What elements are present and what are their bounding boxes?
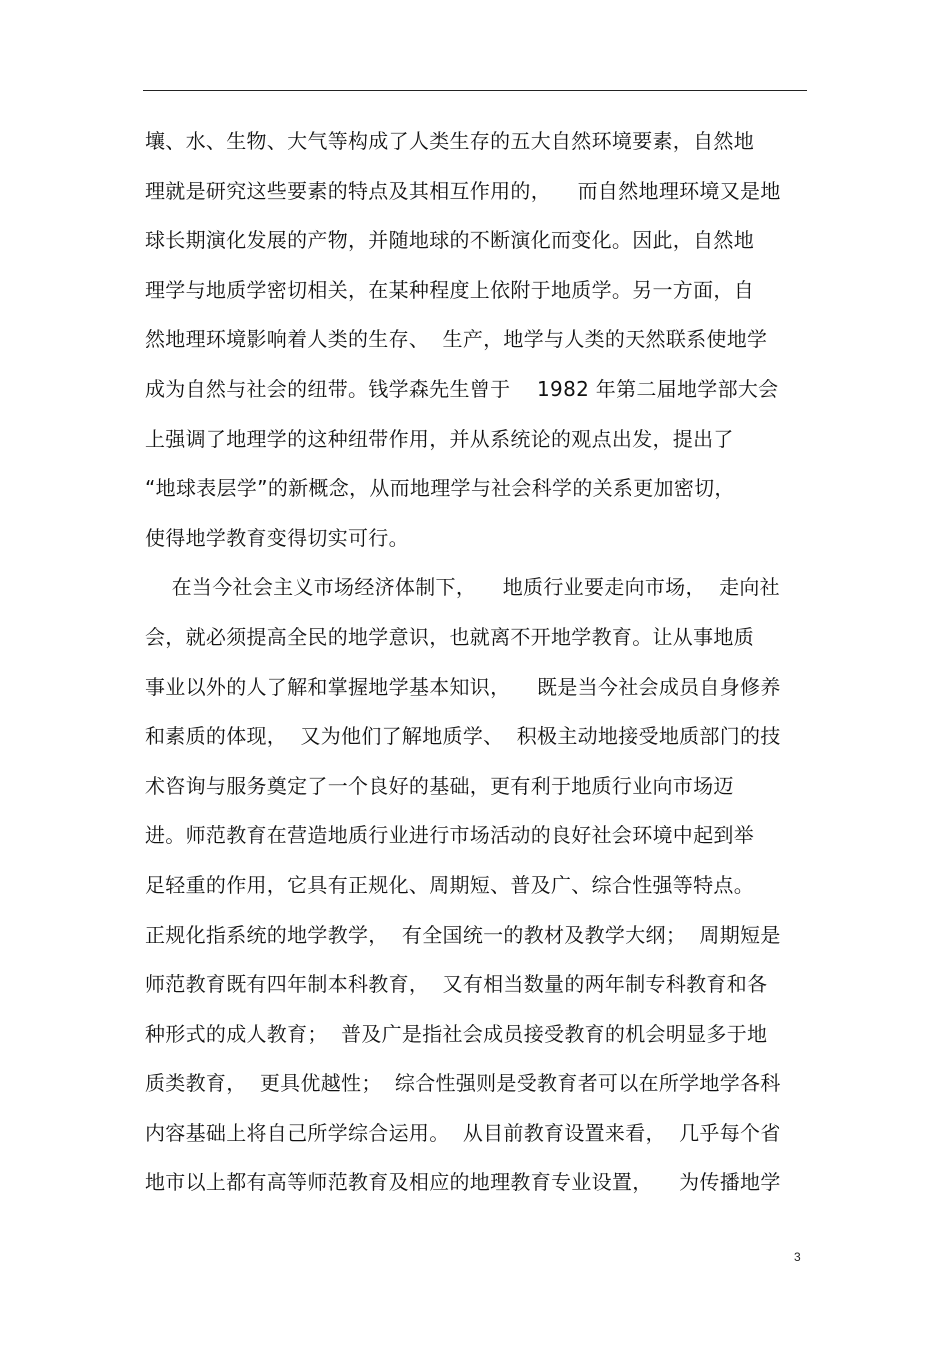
text-line: 质类教育， 更具优越性； 综合性强则是受教育者可以在所学地学各科 xyxy=(145,1071,781,1096)
body-text xyxy=(145,122,810,1213)
text-line: 内容基础上将自己所学综合运用。 从目前教育设置来看， 几乎每个省 xyxy=(145,1120,781,1145)
text-line: 在当今社会主义市场经济体制下， 地质行业要走向市场， 走向社 xyxy=(145,575,780,600)
text-line: 进。师范教育在营造地质行业进行市场活动的良好社会环境中起到举 xyxy=(145,823,754,848)
text-line: 然地理环境影响着人类的生存、 生产，地学与人类的天然联系使地学 xyxy=(145,327,768,352)
text-line: 和素质的体现， 又为他们了解地质学、 积极主动地接受地质部门的技 xyxy=(145,724,781,749)
text-line: 种形式的成人教育； 普及广是指社会成员接受教育的机会明显多于地 xyxy=(145,1021,768,1046)
text-line: 术咨询与服务奠定了一个良好的基础，更有利于地质行业向市场迈 xyxy=(145,773,734,798)
text-line: 使得地学教育变得切实可行。 xyxy=(145,525,409,550)
text-line: 足轻重的作用，它具有正规化、周期短、普及广、综合性强等特点。 xyxy=(145,872,754,897)
text-line: 地市以上都有高等师范教育及相应的地理教育专业设置， 为传播地学 xyxy=(145,1170,781,1195)
text-line: 壤、水、生物、大气等构成了人类生存的五大自然环境要素，自然地 xyxy=(145,129,754,153)
header-rule xyxy=(143,90,807,91)
text-line: 正规化指系统的地学教学， 有全国统一的教材及教学大纲； 周期短是 xyxy=(145,922,781,947)
page-number: 3 xyxy=(794,1250,801,1264)
text-line: 理就是研究这些要素的特点及其相互作用的， 而自然地理环境又是地 xyxy=(145,178,781,203)
text-line: 理学与地质学密切相关，在某种程度上依附于地质学。另一方面，自 xyxy=(145,277,754,302)
text-line: 会，就必须提高全民的地学意识，也就离不开地学教育。让从事地质 xyxy=(145,624,754,649)
text-line: 上强调了地理学的这种纽带作用，并从系统论的观点出发，提出了 xyxy=(145,426,734,451)
text-line: 成为自然与社会的纽带。钱学森先生曾于 1982 年第二届地学部大会 xyxy=(145,376,779,401)
text-line: “地球表层学”的新概念，从而地理学与社会科学的关系更加密切， xyxy=(145,476,735,501)
text-line: 师范教育既有四年制本科教育， 又有相当数量的两年制专科教育和各 xyxy=(145,972,768,997)
text-line: 球长期演化发展的产物，并随地球的不断演化而变化。因此，自然地 xyxy=(145,228,754,253)
text-line: 事业以外的人了解和掌握地学基本知识， 既是当今社会成员自身修养 xyxy=(145,674,781,699)
